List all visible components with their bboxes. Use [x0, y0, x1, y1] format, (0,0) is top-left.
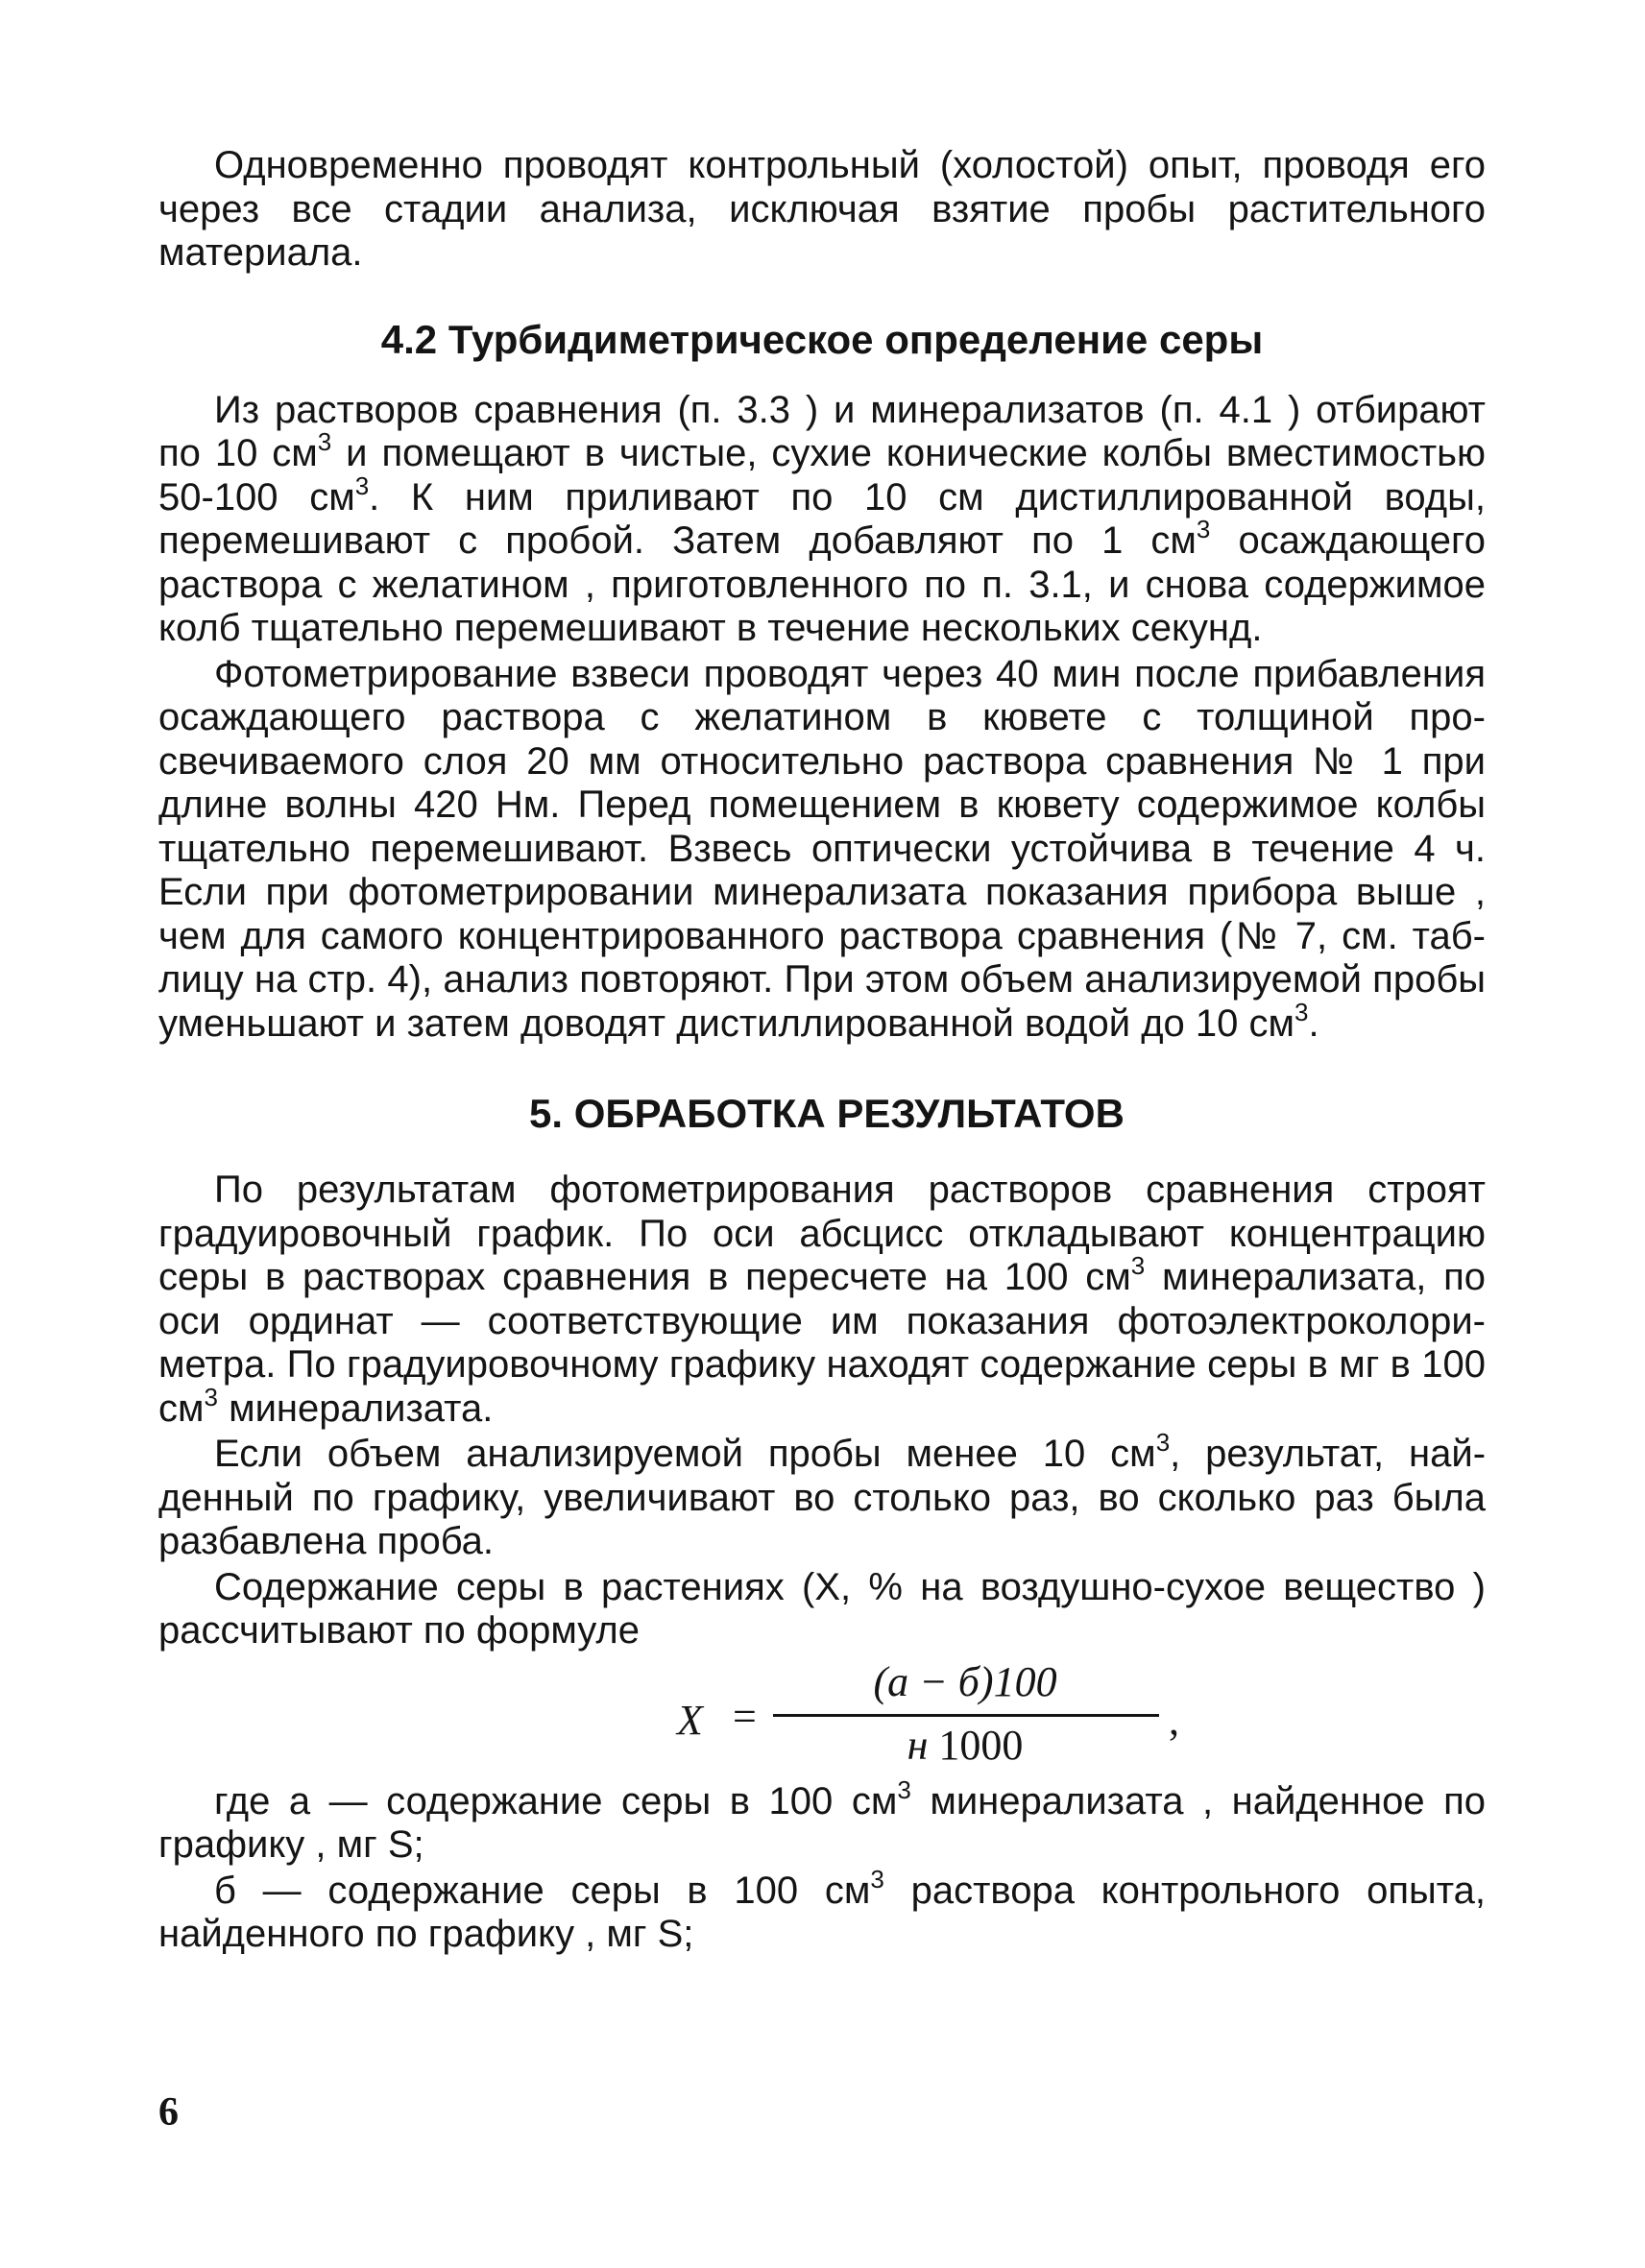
- text-run: . К ним приливают по 10 см дистиллированной воды, перемешивают с пробой. Затем добавляют по 1 см: [158, 475, 1487, 562]
- sulfur-formula: [158, 1657, 1486, 1774]
- formula-numerator: [773, 1657, 1157, 1706]
- formula-denominator: [773, 1721, 1157, 1770]
- section-5-paragraph-5: [158, 1864, 1486, 1957]
- text-run: где а — содержание серы в 100 см: [214, 1779, 898, 1822]
- formula-lhs: X: [677, 1696, 703, 1744]
- text-run: По результатам фотометрирования растворов сравнения строят градуировочный график. По оси абсцисс откладывают концентрацию серы в растворах сравнения в пересчете на 100 см: [158, 1169, 1486, 1298]
- superscript: 3: [897, 1774, 911, 1804]
- section-4-2-paragraph-2: [158, 653, 1486, 1047]
- text-run: Из растворов сравнения (п. 3.3 ) и минерализатов (п. 4.1 ) отбирают по 10 см: [158, 388, 1486, 474]
- section-5-paragraph-1: [158, 1169, 1486, 1431]
- superscript: 3: [1196, 515, 1211, 543]
- page-number: 6: [158, 2090, 179, 2135]
- superscript: 3: [870, 1864, 884, 1894]
- text-run: минерализата , найденное по графику , мг S;: [158, 1779, 1487, 1866]
- text-run: , результат, найденный по графику, увеличивают во столько раз, во сколько раз была разбавлена проба.: [158, 1433, 1487, 1562]
- superscript: 3: [204, 1382, 218, 1411]
- text-run: Содержание серы в растениях (X, % на воздушно-сухое вещество ) рассчитывают по формуле: [158, 1565, 1486, 1652]
- section-5-heading: 5. ОБРАБОТКА РЕЗУЛЬТАТОВ: [529, 1091, 1125, 1136]
- text-run: б — содержание серы в 100 см: [214, 1869, 871, 1912]
- text-run: Фотометрирование взвеси проводят через 40 мин после прибавления осаждающего раствора с желатином в кювете с толщиной просвечиваемого слоя 20 мм относительно раствора сравнения № 1 при длине волны 420 Нм. Перед помещением в кювету содержимое колбы тщательно перемешивают. Взвесь оптически устойчива в течение 4 ч. Если при фотометрировании минерализата показания прибора выше , чем для самого концентрированного раствора сравнения (№ 7, см. таблицу на стр. 4), анализ повторяют. При этом объем анализируемой пробы уменьшают и затем доводят дистиллированной водой до 10 см: [158, 652, 1486, 1045]
- formula-comma: ,: [1169, 1696, 1179, 1744]
- text-run: .: [1308, 1001, 1319, 1045]
- superscript: 3: [317, 427, 332, 456]
- section-5-paragraph-4: [158, 1774, 1487, 1868]
- document-page: [158, 144, 1486, 1957]
- intro-paragraph: [158, 144, 1486, 276]
- superscript: 3: [1155, 1428, 1171, 1457]
- text-run: и помещают в чистые, сухие конические колбы вместимостью 50-100 см: [158, 432, 1486, 519]
- fraction-bar: [773, 1714, 1159, 1717]
- section-4-2-heading: 4.2 Турбидиметрическое определение серы: [380, 316, 1264, 362]
- superscript: 3: [1130, 1251, 1146, 1280]
- intro-text: Одновременно проводят контрольный (холостой) опыт, проводя его через все стадии анализа, исключая взятие пробы растительного материала.: [158, 144, 1486, 274]
- superscript: 3: [1294, 997, 1309, 1026]
- text-run: минерализата, по оси ординат — соответствующие им показания фотоэлектроколориметра. По градуировочному графику находят содержание серы в мг в 100 см: [158, 1256, 1486, 1430]
- formula-equals: =: [733, 1692, 757, 1740]
- text-run: минерализата.: [217, 1387, 494, 1430]
- formula-denominator-var: н: [907, 1721, 929, 1769]
- section-4-2-paragraph-1: [158, 389, 1486, 651]
- text-run: раствора контрольного опыта, найденного по графику , мг S;: [158, 1869, 1486, 1955]
- formula-denominator-num: 1000: [938, 1721, 1024, 1769]
- section-5-paragraph-3: [158, 1566, 1486, 1653]
- section-5-paragraph-2: [158, 1428, 1487, 1564]
- formula-numerator-text: (а − б)100: [873, 1657, 1057, 1705]
- text-run: Если объем анализируемой пробы менее 10 см: [214, 1433, 1156, 1475]
- superscript: 3: [354, 470, 370, 500]
- text-run: осаждающего раствора с желатином , приготовленного по п. 3.1, и снова содержимое колб тщательно перемешивают в течение нескольких секунд.: [158, 519, 1486, 649]
